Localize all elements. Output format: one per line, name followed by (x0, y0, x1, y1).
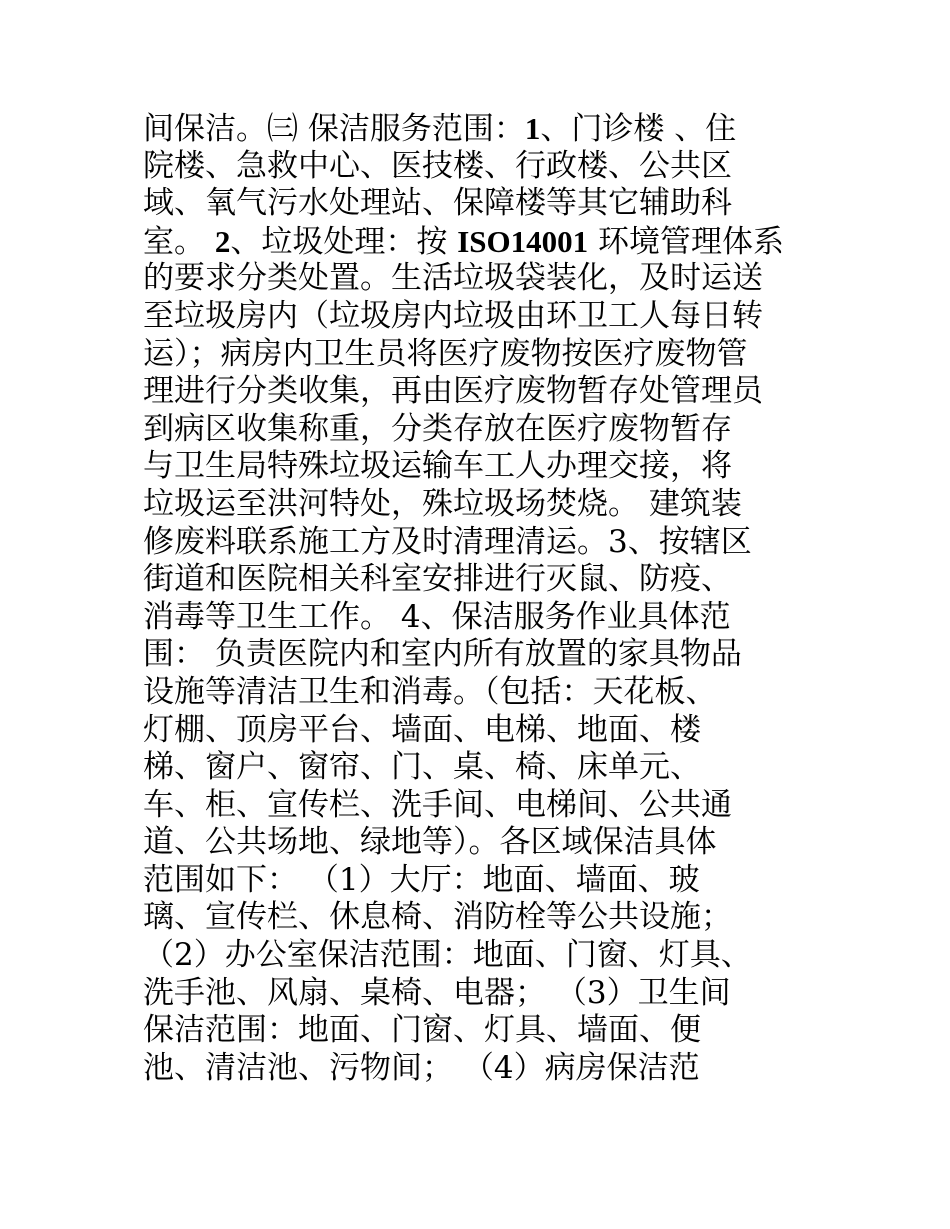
text-segment: ISO14001 (457, 223, 589, 259)
text-segment: （2）办公室保洁范围：地面、门窗、灯具、 (143, 937, 752, 974)
text-segment: 道、公共场地、绿地等）。各区域保洁具体 (143, 824, 717, 861)
body-text (143, 110, 823, 1087)
text-line (143, 937, 823, 975)
text-segment: 2 (214, 223, 231, 259)
text-segment: 的要求分类处置。生活垃圾袋装化，及时运送 (143, 260, 763, 297)
text-segment: 街道和医院相关科室安排进行灭鼠、防疫、 (143, 561, 732, 598)
text-line (143, 524, 823, 562)
text-line (143, 824, 823, 862)
text-line (143, 674, 823, 712)
text-segment: 车、柜、宣传栏、洗手间、电梯间、公共通 (143, 786, 732, 823)
text-line (143, 223, 823, 261)
text-segment: 垃圾运至洪河特处，殊垃圾场焚烧。 建筑装 (143, 485, 742, 522)
text-segment: 保洁范围：地面、门窗、灯具、墙面、便 (143, 1012, 701, 1049)
text-segment: 运）；病房内卫生员将医疗废物按医疗废物管 (143, 335, 748, 372)
text-line (143, 486, 823, 524)
text-line (143, 712, 823, 750)
text-segment: 灯棚、顶房平台、墙面、电梯、地面、楼 (143, 711, 701, 748)
text-segment: 池、清洁池、污物间； （4）病房保洁范 (143, 1049, 700, 1086)
text-segment: 洗手池、风扇、桌椅、电器； （3）卫生间 (143, 974, 731, 1011)
text-line (143, 561, 823, 599)
text-line (143, 411, 823, 449)
text-line (143, 975, 823, 1013)
text-segment: 至垃圾房内（垃圾房内垃圾由环卫工人每日转 (143, 297, 763, 334)
text-line (143, 787, 823, 825)
text-line (143, 899, 823, 937)
text-segment: 梯、窗户、窗帘、门、桌、椅、床单元、 (143, 749, 701, 786)
text-line (143, 448, 823, 486)
text-segment: 与卫生局特殊垃圾运输车工人办理交接，将 (143, 448, 732, 485)
text-line (143, 260, 823, 298)
text-segment: 室。 (143, 223, 215, 260)
text-line (143, 862, 823, 900)
text-segment: 消毒等卫生工作。 4、保洁服务作业具体范 (143, 598, 731, 635)
text-segment: 到病区收集称重，分类存放在医疗废物暂存 (143, 410, 732, 447)
text-segment: 、垃圾处理：按 (230, 223, 458, 260)
text-line (143, 110, 823, 148)
text-segment: 环境管理体系 (588, 223, 784, 260)
text-line (143, 336, 823, 374)
text-line (143, 1050, 823, 1088)
text-line (143, 1012, 823, 1050)
text-segment: 1 (524, 111, 541, 146)
text-segment: 理进行分类收集，再由医疗废物暂存处管理员 (143, 373, 763, 410)
text-segment: 间保洁。㈢ 保洁服务范围： (143, 111, 525, 147)
text-line (143, 749, 823, 787)
text-line (143, 636, 823, 674)
text-line (143, 599, 823, 637)
text-line (143, 298, 823, 336)
text-segment: 院楼、急救中心、医技楼、行政楼、公共区 (143, 147, 732, 184)
text-line (143, 148, 823, 186)
text-segment: 范围如下： （1）大厅：地面、墙面、玻 (143, 861, 700, 898)
text-segment: 、门诊楼 、住 (540, 111, 737, 147)
text-segment: 璃、宣传栏、休息椅、消防栓等公共设施； (143, 899, 732, 936)
text-segment: 设施等清洁卫生和消毒。（包括：天花板、 (143, 673, 717, 710)
text-line (143, 185, 823, 223)
text-segment: 域、氧气污水处理站、保障楼等其它辅助科 (143, 185, 732, 222)
text-segment: 围： 负责医院内和室内所有放置的家具物品 (143, 636, 742, 673)
text-line (143, 373, 823, 411)
text-segment: 修废料联系施工方及时清理清运。3、按辖区 (143, 523, 752, 560)
